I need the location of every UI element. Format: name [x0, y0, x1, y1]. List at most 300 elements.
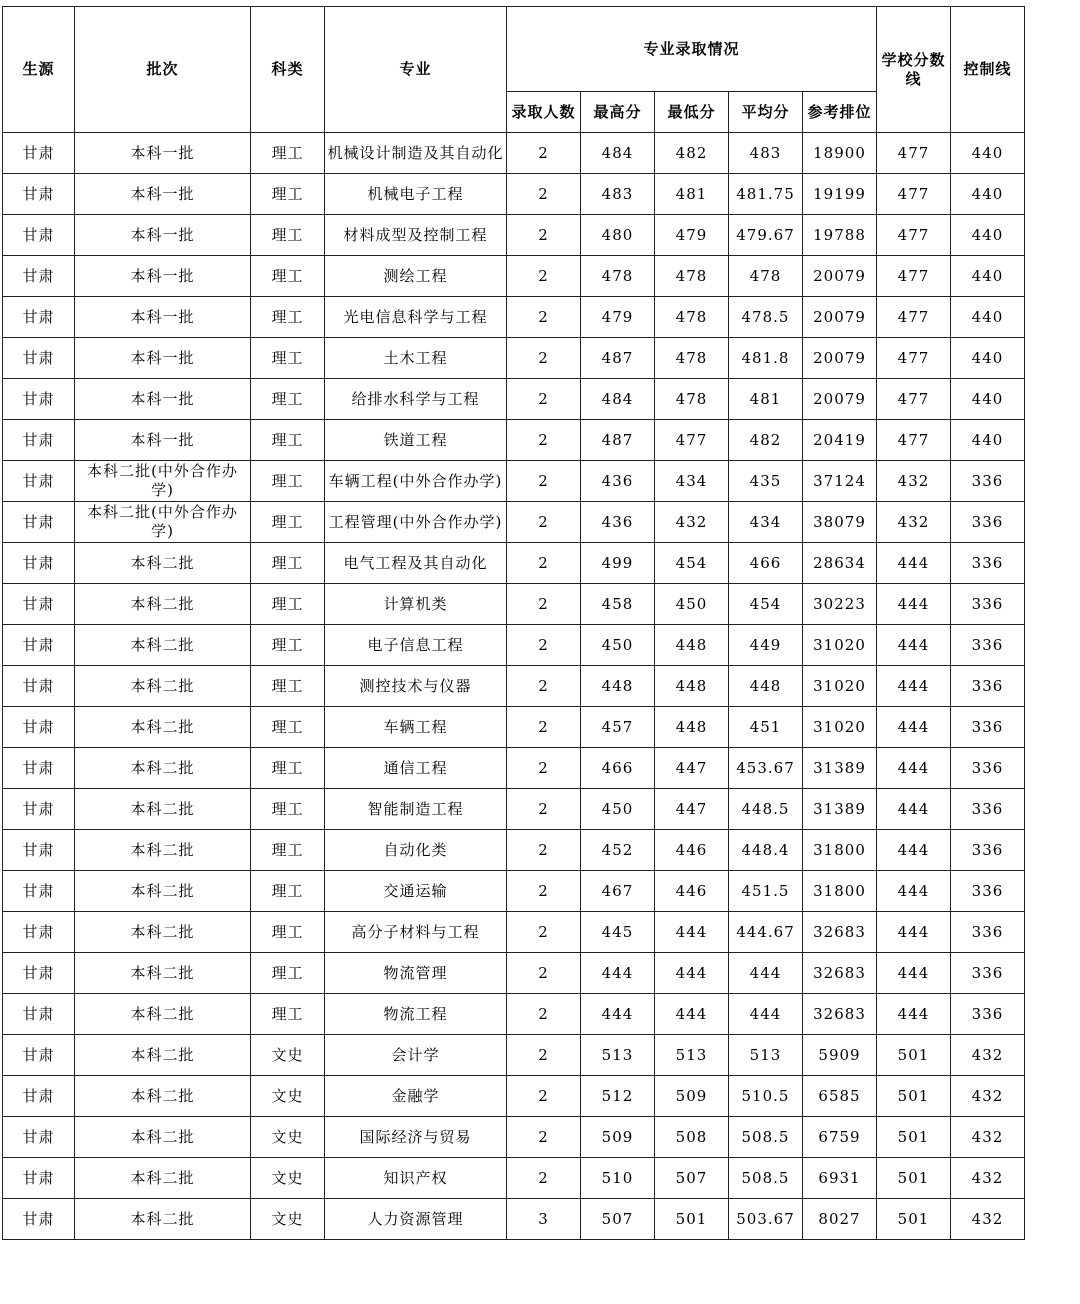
header-count: 录取人数	[507, 92, 581, 133]
min-score-cell: 450	[655, 584, 729, 625]
count-cell: 2	[507, 666, 581, 707]
source-cell: 甘肃	[3, 1199, 75, 1240]
count-cell: 2	[507, 584, 581, 625]
source-cell: 甘肃	[3, 297, 75, 338]
header-min: 最低分	[655, 92, 729, 133]
count-cell: 2	[507, 748, 581, 789]
batch-cell: 本科二批	[75, 953, 251, 994]
source-cell: 甘肃	[3, 1035, 75, 1076]
control-line-cell: 440	[951, 379, 1025, 420]
max-score-cell: 448	[581, 666, 655, 707]
subject-cell: 理工	[251, 584, 325, 625]
subject-cell: 理工	[251, 871, 325, 912]
min-score-cell: 513	[655, 1035, 729, 1076]
avg-score-cell: 454	[729, 584, 803, 625]
school-line-cell: 477	[877, 215, 951, 256]
subject-cell: 理工	[251, 297, 325, 338]
subject-cell: 理工	[251, 215, 325, 256]
control-line-cell: 440	[951, 133, 1025, 174]
max-score-cell: 458	[581, 584, 655, 625]
min-score-cell: 448	[655, 666, 729, 707]
max-score-cell: 483	[581, 174, 655, 215]
subject-cell: 理工	[251, 707, 325, 748]
min-score-cell: 481	[655, 174, 729, 215]
batch-cell: 本科二批	[75, 871, 251, 912]
min-score-cell: 444	[655, 912, 729, 953]
header-control-line: 控制线	[951, 7, 1025, 133]
school-line-cell: 444	[877, 748, 951, 789]
min-score-cell: 447	[655, 748, 729, 789]
source-cell: 甘肃	[3, 994, 75, 1035]
subject-cell: 文史	[251, 1199, 325, 1240]
source-cell: 甘肃	[3, 625, 75, 666]
major-cell: 车辆工程	[325, 707, 507, 748]
table-row	[3, 912, 1025, 953]
batch-cell: 本科二批	[75, 625, 251, 666]
source-cell: 甘肃	[3, 830, 75, 871]
major-cell: 人力资源管理	[325, 1199, 507, 1240]
min-score-cell: 448	[655, 707, 729, 748]
count-cell: 2	[507, 174, 581, 215]
subject-cell: 理工	[251, 543, 325, 584]
school-line-cell: 444	[877, 625, 951, 666]
avg-score-cell: 479.67	[729, 215, 803, 256]
count-cell: 2	[507, 543, 581, 584]
min-score-cell: 447	[655, 789, 729, 830]
count-cell: 2	[507, 1117, 581, 1158]
avg-score-cell: 451.5	[729, 871, 803, 912]
control-line-cell: 440	[951, 215, 1025, 256]
source-cell: 甘肃	[3, 379, 75, 420]
major-cell: 物流管理	[325, 953, 507, 994]
min-score-cell: 432	[655, 502, 729, 543]
source-cell: 甘肃	[3, 748, 75, 789]
subject-cell: 理工	[251, 256, 325, 297]
school-line-cell: 444	[877, 666, 951, 707]
control-line-cell: 336	[951, 748, 1025, 789]
control-line-cell: 336	[951, 789, 1025, 830]
subject-cell: 理工	[251, 748, 325, 789]
avg-score-cell: 481.8	[729, 338, 803, 379]
table-row	[3, 256, 1025, 297]
table-row	[3, 1117, 1025, 1158]
count-cell: 2	[507, 1158, 581, 1199]
max-score-cell: 510	[581, 1158, 655, 1199]
school-line-cell: 501	[877, 1199, 951, 1240]
rank-cell: 37124	[803, 461, 877, 502]
count-cell: 2	[507, 830, 581, 871]
max-score-cell: 478	[581, 256, 655, 297]
max-score-cell: 480	[581, 215, 655, 256]
table-row	[3, 133, 1025, 174]
school-line-cell: 477	[877, 338, 951, 379]
batch-cell: 本科一批	[75, 256, 251, 297]
count-cell: 2	[507, 625, 581, 666]
control-line-cell: 336	[951, 994, 1025, 1035]
max-score-cell: 509	[581, 1117, 655, 1158]
min-score-cell: 434	[655, 461, 729, 502]
max-score-cell: 512	[581, 1076, 655, 1117]
major-cell: 自动化类	[325, 830, 507, 871]
school-line-cell: 501	[877, 1076, 951, 1117]
count-cell: 2	[507, 912, 581, 953]
max-score-cell: 487	[581, 420, 655, 461]
avg-score-cell: 508.5	[729, 1117, 803, 1158]
count-cell: 2	[507, 215, 581, 256]
max-score-cell: 487	[581, 338, 655, 379]
min-score-cell: 448	[655, 625, 729, 666]
avg-score-cell: 449	[729, 625, 803, 666]
batch-cell: 本科二批	[75, 1117, 251, 1158]
batch-cell: 本科二批	[75, 789, 251, 830]
subject-cell: 文史	[251, 1117, 325, 1158]
min-score-cell: 478	[655, 297, 729, 338]
rank-cell: 28634	[803, 543, 877, 584]
max-score-cell: 484	[581, 379, 655, 420]
table-row	[3, 953, 1025, 994]
max-score-cell: 457	[581, 707, 655, 748]
source-cell: 甘肃	[3, 133, 75, 174]
avg-score-cell: 503.67	[729, 1199, 803, 1240]
control-line-cell: 336	[951, 830, 1025, 871]
avg-score-cell: 483	[729, 133, 803, 174]
major-cell: 金融学	[325, 1076, 507, 1117]
table-row	[3, 666, 1025, 707]
major-cell: 材料成型及控制工程	[325, 215, 507, 256]
control-line-cell: 336	[951, 707, 1025, 748]
rank-cell: 30223	[803, 584, 877, 625]
source-cell: 甘肃	[3, 707, 75, 748]
subject-cell: 文史	[251, 1158, 325, 1199]
rank-cell: 6759	[803, 1117, 877, 1158]
batch-cell: 本科二批	[75, 666, 251, 707]
subject-cell: 理工	[251, 789, 325, 830]
batch-cell: 本科一批	[75, 215, 251, 256]
school-line-cell: 444	[877, 912, 951, 953]
major-cell: 测控技术与仪器	[325, 666, 507, 707]
admission-table-container	[2, 6, 1025, 1240]
table-row	[3, 502, 1025, 543]
count-cell: 2	[507, 1076, 581, 1117]
min-score-cell: 444	[655, 953, 729, 994]
control-line-cell: 336	[951, 543, 1025, 584]
count-cell: 2	[507, 256, 581, 297]
major-cell: 给排水科学与工程	[325, 379, 507, 420]
subject-cell: 文史	[251, 1035, 325, 1076]
major-cell: 高分子材料与工程	[325, 912, 507, 953]
min-score-cell: 444	[655, 994, 729, 1035]
avg-score-cell: 444.67	[729, 912, 803, 953]
control-line-cell: 432	[951, 1076, 1025, 1117]
subject-cell: 理工	[251, 379, 325, 420]
source-cell: 甘肃	[3, 789, 75, 830]
batch-cell: 本科二批(中外合作办学)	[75, 461, 251, 502]
rank-cell: 18900	[803, 133, 877, 174]
school-line-cell: 444	[877, 871, 951, 912]
max-score-cell: 499	[581, 543, 655, 584]
control-line-cell: 336	[951, 502, 1025, 543]
control-line-cell: 336	[951, 871, 1025, 912]
school-line-cell: 477	[877, 420, 951, 461]
school-line-cell: 477	[877, 297, 951, 338]
count-cell: 2	[507, 994, 581, 1035]
header-admission-group: 专业录取情况	[507, 7, 877, 92]
table-row	[3, 1035, 1025, 1076]
min-score-cell: 508	[655, 1117, 729, 1158]
subject-cell: 理工	[251, 625, 325, 666]
major-cell: 测绘工程	[325, 256, 507, 297]
avg-score-cell: 448	[729, 666, 803, 707]
min-score-cell: 454	[655, 543, 729, 584]
batch-cell: 本科二批	[75, 543, 251, 584]
max-score-cell: 467	[581, 871, 655, 912]
min-score-cell: 446	[655, 871, 729, 912]
table-row	[3, 584, 1025, 625]
subject-cell: 理工	[251, 461, 325, 502]
avg-score-cell: 435	[729, 461, 803, 502]
school-line-cell: 477	[877, 133, 951, 174]
count-cell: 2	[507, 133, 581, 174]
rank-cell: 32683	[803, 994, 877, 1035]
subject-cell: 理工	[251, 666, 325, 707]
major-cell: 电气工程及其自动化	[325, 543, 507, 584]
control-line-cell: 336	[951, 666, 1025, 707]
max-score-cell: 445	[581, 912, 655, 953]
avg-score-cell: 481.75	[729, 174, 803, 215]
table-row	[3, 420, 1025, 461]
count-cell: 2	[507, 297, 581, 338]
major-cell: 交通运输	[325, 871, 507, 912]
table-row	[3, 379, 1025, 420]
rank-cell: 31020	[803, 625, 877, 666]
control-line-cell: 432	[951, 1158, 1025, 1199]
subject-cell: 理工	[251, 953, 325, 994]
batch-cell: 本科一批	[75, 174, 251, 215]
max-score-cell: 452	[581, 830, 655, 871]
rank-cell: 20079	[803, 379, 877, 420]
avg-score-cell: 434	[729, 502, 803, 543]
control-line-cell: 440	[951, 297, 1025, 338]
batch-cell: 本科二批	[75, 584, 251, 625]
rank-cell: 31800	[803, 871, 877, 912]
rank-cell: 38079	[803, 502, 877, 543]
subject-cell: 理工	[251, 174, 325, 215]
batch-cell: 本科二批(中外合作办学)	[75, 502, 251, 543]
max-score-cell: 444	[581, 953, 655, 994]
subject-cell: 理工	[251, 502, 325, 543]
control-line-cell: 336	[951, 625, 1025, 666]
school-line-cell: 432	[877, 461, 951, 502]
subject-cell: 理工	[251, 133, 325, 174]
batch-cell: 本科二批	[75, 830, 251, 871]
min-score-cell: 482	[655, 133, 729, 174]
table-row	[3, 707, 1025, 748]
major-cell: 计算机类	[325, 584, 507, 625]
control-line-cell: 336	[951, 953, 1025, 994]
batch-cell: 本科一批	[75, 297, 251, 338]
header-avg: 平均分	[729, 92, 803, 133]
min-score-cell: 507	[655, 1158, 729, 1199]
source-cell: 甘肃	[3, 1158, 75, 1199]
header-source: 生源	[3, 7, 75, 133]
school-line-cell: 444	[877, 707, 951, 748]
header-major: 专业	[325, 7, 507, 133]
batch-cell: 本科二批	[75, 1035, 251, 1076]
header-school-line: 学校分数线	[877, 7, 951, 133]
min-score-cell: 446	[655, 830, 729, 871]
table-row	[3, 174, 1025, 215]
avg-score-cell: 466	[729, 543, 803, 584]
rank-cell: 31800	[803, 830, 877, 871]
school-line-cell: 477	[877, 174, 951, 215]
table-row	[3, 789, 1025, 830]
count-cell: 2	[507, 379, 581, 420]
table-row	[3, 461, 1025, 502]
avg-score-cell: 451	[729, 707, 803, 748]
major-cell: 知识产权	[325, 1158, 507, 1199]
max-score-cell: 450	[581, 789, 655, 830]
control-line-cell: 440	[951, 256, 1025, 297]
table-row	[3, 297, 1025, 338]
source-cell: 甘肃	[3, 1076, 75, 1117]
source-cell: 甘肃	[3, 502, 75, 543]
min-score-cell: 478	[655, 379, 729, 420]
batch-cell: 本科二批	[75, 1076, 251, 1117]
control-line-cell: 440	[951, 338, 1025, 379]
control-line-cell: 432	[951, 1117, 1025, 1158]
source-cell: 甘肃	[3, 420, 75, 461]
min-score-cell: 477	[655, 420, 729, 461]
major-cell: 物流工程	[325, 994, 507, 1035]
school-line-cell: 444	[877, 789, 951, 830]
count-cell: 3	[507, 1199, 581, 1240]
max-score-cell: 436	[581, 502, 655, 543]
max-score-cell: 466	[581, 748, 655, 789]
batch-cell: 本科一批	[75, 338, 251, 379]
avg-score-cell: 444	[729, 994, 803, 1035]
rank-cell: 6585	[803, 1076, 877, 1117]
rank-cell: 31020	[803, 707, 877, 748]
subject-cell: 理工	[251, 830, 325, 871]
max-score-cell: 513	[581, 1035, 655, 1076]
major-cell: 电子信息工程	[325, 625, 507, 666]
table-row	[3, 625, 1025, 666]
avg-score-cell: 448.5	[729, 789, 803, 830]
school-line-cell: 501	[877, 1158, 951, 1199]
table-body	[3, 133, 1025, 1240]
avg-score-cell: 478.5	[729, 297, 803, 338]
batch-cell: 本科二批	[75, 994, 251, 1035]
avg-score-cell: 513	[729, 1035, 803, 1076]
avg-score-cell: 448.4	[729, 830, 803, 871]
control-line-cell: 432	[951, 1199, 1025, 1240]
avg-score-cell: 478	[729, 256, 803, 297]
avg-score-cell: 453.67	[729, 748, 803, 789]
source-cell: 甘肃	[3, 543, 75, 584]
major-cell: 铁道工程	[325, 420, 507, 461]
max-score-cell: 436	[581, 461, 655, 502]
count-cell: 2	[507, 461, 581, 502]
avg-score-cell: 510.5	[729, 1076, 803, 1117]
rank-cell: 20419	[803, 420, 877, 461]
major-cell: 光电信息科学与工程	[325, 297, 507, 338]
control-line-cell: 440	[951, 174, 1025, 215]
batch-cell: 本科二批	[75, 912, 251, 953]
major-cell: 会计学	[325, 1035, 507, 1076]
min-score-cell: 509	[655, 1076, 729, 1117]
school-line-cell: 444	[877, 953, 951, 994]
count-cell: 2	[507, 502, 581, 543]
control-line-cell: 336	[951, 912, 1025, 953]
rank-cell: 6931	[803, 1158, 877, 1199]
avg-score-cell: 444	[729, 953, 803, 994]
rank-cell: 19199	[803, 174, 877, 215]
rank-cell: 32683	[803, 912, 877, 953]
count-cell: 2	[507, 871, 581, 912]
school-line-cell: 444	[877, 584, 951, 625]
table-row	[3, 748, 1025, 789]
subject-cell: 理工	[251, 338, 325, 379]
major-cell: 国际经济与贸易	[325, 1117, 507, 1158]
table-row	[3, 994, 1025, 1035]
source-cell: 甘肃	[3, 461, 75, 502]
rank-cell: 20079	[803, 297, 877, 338]
table-row	[3, 830, 1025, 871]
count-cell: 2	[507, 953, 581, 994]
school-line-cell: 444	[877, 830, 951, 871]
major-cell: 通信工程	[325, 748, 507, 789]
rank-cell: 20079	[803, 256, 877, 297]
header-max: 最高分	[581, 92, 655, 133]
control-line-cell: 336	[951, 584, 1025, 625]
table-row	[3, 1158, 1025, 1199]
source-cell: 甘肃	[3, 666, 75, 707]
major-cell: 机械电子工程	[325, 174, 507, 215]
source-cell: 甘肃	[3, 338, 75, 379]
subject-cell: 文史	[251, 1076, 325, 1117]
max-score-cell: 479	[581, 297, 655, 338]
batch-cell: 本科二批	[75, 1158, 251, 1199]
avg-score-cell: 508.5	[729, 1158, 803, 1199]
school-line-cell: 501	[877, 1117, 951, 1158]
batch-cell: 本科二批	[75, 707, 251, 748]
batch-cell: 本科一批	[75, 133, 251, 174]
source-cell: 甘肃	[3, 215, 75, 256]
school-line-cell: 477	[877, 256, 951, 297]
max-score-cell: 507	[581, 1199, 655, 1240]
batch-cell: 本科一批	[75, 420, 251, 461]
min-score-cell: 479	[655, 215, 729, 256]
subject-cell: 理工	[251, 420, 325, 461]
max-score-cell: 444	[581, 994, 655, 1035]
major-cell: 土木工程	[325, 338, 507, 379]
count-cell: 2	[507, 789, 581, 830]
rank-cell: 20079	[803, 338, 877, 379]
rank-cell: 32683	[803, 953, 877, 994]
table-row	[3, 543, 1025, 584]
min-score-cell: 501	[655, 1199, 729, 1240]
control-line-cell: 336	[951, 461, 1025, 502]
batch-cell: 本科二批	[75, 1199, 251, 1240]
school-line-cell: 501	[877, 1035, 951, 1076]
school-line-cell: 477	[877, 379, 951, 420]
avg-score-cell: 481	[729, 379, 803, 420]
header-subject: 科类	[251, 7, 325, 133]
subject-cell: 理工	[251, 994, 325, 1035]
table-row	[3, 871, 1025, 912]
min-score-cell: 478	[655, 256, 729, 297]
table-row	[3, 1199, 1025, 1240]
